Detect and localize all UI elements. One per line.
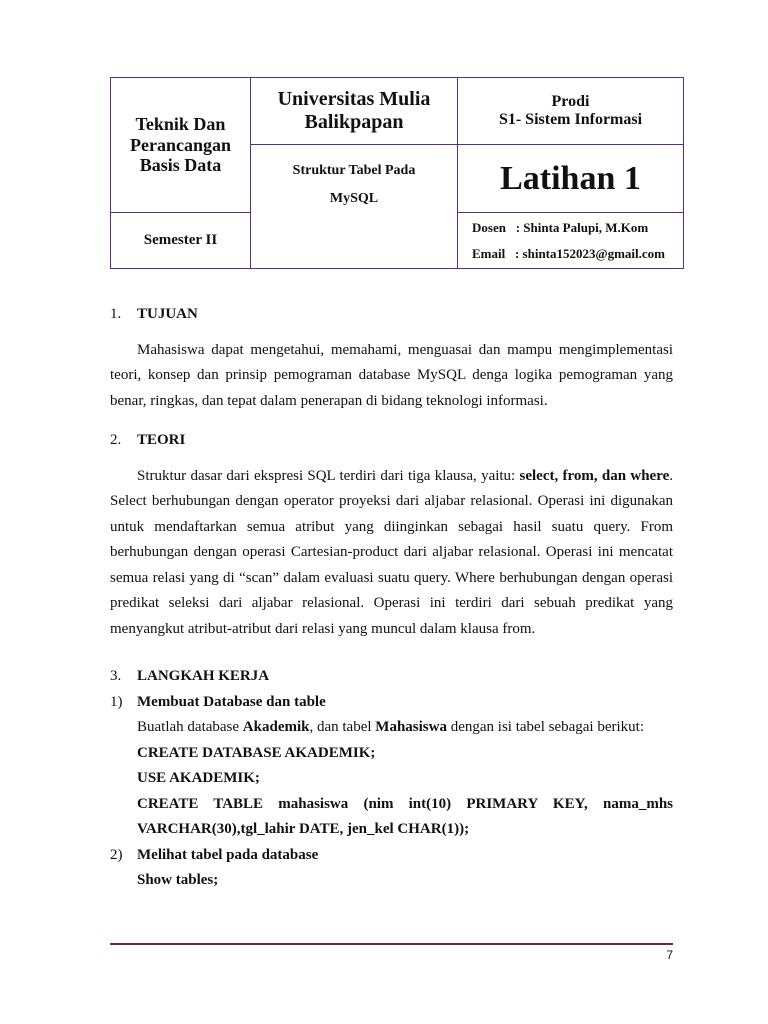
section-title: TEORI — [137, 432, 186, 448]
teori-text-a: Struktur dasar dari ekspresi SQL terdiri dari tiga klausa, yaitu: — [137, 467, 520, 484]
section-number: 3. — [110, 668, 122, 684]
semester: Semester II — [111, 213, 251, 269]
sql-show-tables: Show tables; — [137, 872, 219, 888]
exercise-title: Latihan 1 — [458, 145, 684, 213]
step-number: 2) — [110, 846, 123, 863]
section-title: LANGKAH KERJA — [137, 668, 270, 684]
course-title: Teknik Dan Perancangan Basis Data — [111, 78, 251, 213]
page-number: 7 — [666, 948, 673, 962]
header-table — [110, 77, 684, 269]
instr-db: Akademik — [242, 719, 310, 735]
step-1-heading — [110, 690, 673, 716]
sql-create-table-1: CREATE TABLE mahasiswa (nim int(10) PRIMARY KEY, nama_mhs — [137, 795, 673, 812]
instr-table: Mahasiswa — [375, 719, 447, 735]
section-teori-heading — [110, 428, 673, 454]
step-title: Membuat Database dan table — [137, 693, 326, 710]
topic-cell — [251, 145, 458, 269]
prodi-label: Prodi — [551, 92, 590, 110]
step-2-heading — [110, 843, 673, 869]
teori-paragraph — [110, 464, 673, 643]
topic-line-1: Struktur Tabel Pada — [292, 163, 416, 178]
sql-create-table-2: VARCHAR(30),tgl_lahir DATE, jen_kel CHAR(1)); — [137, 821, 470, 837]
section-tujuan-heading — [110, 302, 673, 328]
sql-create-database: CREATE DATABASE AKADEMIK; — [137, 744, 376, 761]
instr-e: dengan isi tabel sebagai berikut: — [446, 719, 645, 735]
tujuan-paragraph: Mahasiswa dapat mengetahui, memahami, menguasai dan mampu mengimplementasi teori, konsep dan prinsip pemograman database MySQL denga logika pemograman yang benar, ringkas, dan tepat dalam penerapan di bidang teknologi informasi. — [110, 341, 673, 409]
sql-use: USE AKADEMIK; — [137, 770, 260, 786]
step-number: 1) — [110, 693, 123, 710]
step-1-instruction — [137, 715, 673, 741]
step-1-body — [110, 715, 673, 843]
section-langkah-heading — [110, 664, 673, 690]
section-title: TUJUAN — [137, 306, 198, 322]
lecturer-email: Email : shinta152023@gmail.com — [472, 245, 666, 261]
document-body — [110, 302, 673, 894]
prodi-name: S1- Sistem Informasi — [498, 111, 643, 128]
section-number: 2. — [110, 432, 122, 448]
teori-clauses: select, from, dan where — [519, 467, 670, 484]
university-name: Universitas Mulia Balikpapan — [251, 78, 458, 145]
teori-text-b: . Select berhubungan dengan operator proyeksi dari aljabar relasional. Operasi ini digunakan untuk mendaftarkan semua atribut yang diinginkan sebagai hasil suatu query. From berhubungan dengan operasi Cartesian-product dari aljabar relasional. Operasi ini mencatat semua relasi yang di “scan” dalam evaluasi suatu query. Where berhubungan dengan operasi predikat seleksi dari aljabar relasional. Operasi ini terdiri dari sebuah predikat yang menyangkut atribut-atribut dari relasi yang muncul dalam klausa from. — [110, 467, 673, 637]
lecturer-name: Dosen : Shinta Palupi, M.Kom — [472, 219, 649, 235]
step-2-body — [110, 868, 673, 894]
lecturer-cell — [458, 213, 684, 269]
topic-line-2: MySQL — [329, 191, 379, 206]
instr-a: Buatlah database — [137, 719, 243, 735]
section-number: 1. — [110, 306, 122, 322]
instr-c: , dan tabel — [309, 719, 376, 735]
prodi-cell — [458, 78, 684, 145]
step-title: Melihat tabel pada database — [137, 846, 319, 863]
footer-divider — [110, 943, 673, 945]
